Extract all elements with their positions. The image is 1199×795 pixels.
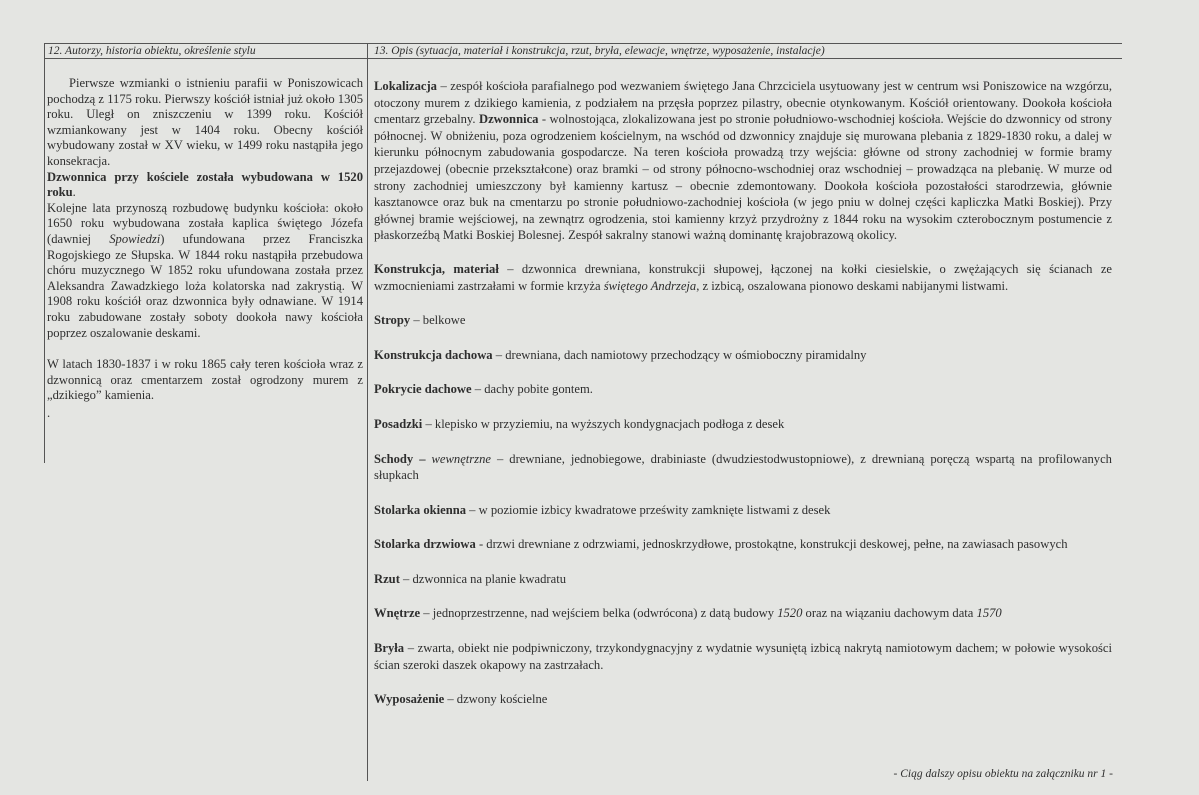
interior-text-a: – jednoprzestrzenne, nad wejściem belka (odwrócona) z datą budowy — [420, 606, 778, 621]
bell-tower-date-text: Dzwonnica przy kościele została wybudowana w 1520 roku — [47, 169, 363, 200]
section-roof-structure — [374, 347, 1112, 364]
top-border — [44, 43, 1122, 44]
section-doors — [374, 536, 1112, 553]
header-separator — [44, 58, 1122, 59]
doors-label: Stolarka drzwiowa — [374, 537, 476, 552]
interior-date-1570: 1570 — [976, 606, 1002, 621]
section-windows — [374, 502, 1112, 519]
left-border — [44, 43, 45, 463]
stairs-text: – drewniane, jednobiegowe, drabiniaste (dwudziestodwustopniowe), z drewnianą poręczą wspartą na profilowanych słupkach — [374, 451, 1112, 483]
bell-tower-label: Dzwonnica — [478, 112, 539, 127]
section-ceilings — [374, 312, 1112, 329]
windows-label: Stolarka okienna — [374, 502, 467, 517]
construction-text-b: , z izbicą, oszalowana pionowo deskami nabijanymi listwami. — [696, 278, 1009, 293]
equipment-label: Wyposażenie — [374, 692, 445, 707]
stairs-label: Schody – — [374, 451, 426, 466]
plan-label: Rzut — [374, 571, 400, 586]
roofing-label: Pokrycie dachowe — [374, 382, 472, 397]
section-construction — [374, 261, 1112, 294]
body-label: Bryła — [374, 641, 405, 656]
construction-text-a: – dzwonnica drewniana, konstrukcji słupowej, łączonej na kołki ciesielskie, o zwężających się ścianach ze wzmocnieniami zastrzałami w formie krzyża — [374, 261, 1113, 293]
interior-label: Wnętrze — [374, 606, 421, 621]
ceilings-label: Stropy — [374, 313, 411, 328]
location-text-b: - wolnostojąca, zlokalizowana jest po stronie południowo-wschodniej kościoła. Wejście do dzwonnicy od strony północnej. W obniżeniu, poza ogrodzeniem kościelnym, na wschód od dzwonnicy znajduje się murowana plebania z 1829-1830 roku, a dalej w kierunku północnym zabudowania gospodarcze. Na teren kościoła prowadzą trzy wejścia: główne od strony zachodniej w formie bramy przejazdowej (obecnie przekształcone) oraz bramki – od strony północno-wschodniej oraz wschodniej – prowadząca na plebanię. W murze od strony zachodniej umieszczony był kamienny kartusz – obecnie zdemontowany. Dookoła kościoła pozostałości starodrzewia, głównie kasztanowce oraz buk na cmentarzu po stronie południowo-zachodniej kościoła (w jego pniu w dolnej części kapliczka Matki Boskiej). Przy głównej bramie wejściowej, na zewnątrz ogrodzenia, stoi kamienny krzyż przydrożny z 1844 roku na wysokim czterobocznym postumencie z płaskorzeźbą Matki Boskiej Bolesnej. Zespół sakralny stanowi ważną dominantę krajobrazową okolicy. — [374, 112, 1112, 243]
left-column-header: 12. Autorzy, historia obiektu, określenie stylu — [48, 45, 256, 57]
history-bell-tower-note — [47, 170, 363, 201]
section-location — [374, 78, 1112, 244]
windows-text: – w poziomie izbicy kwadratowe prześwity zamknięte listwami z desek — [466, 502, 831, 517]
doors-text: - drzwi drewniane z odrzwiami, jednoskrzydłowe, prostokątne, konstrukcji deskowej, pełne, na zawiasach pasowych — [475, 537, 1068, 552]
section-plan — [374, 571, 1112, 588]
construction-italic: świętego Andrzeja — [603, 278, 697, 293]
interior-text-b: oraz na wiązaniu dachowym data — [802, 606, 977, 621]
body-text: – zwarta, obiekt nie podpiwniczony, trzykondygnacyjny z wydatnie wysuniętą izbicą nakrytą namiotowym dachem; w połowie wysokości ścian szeroki daszek okapowy na zastrzałach. — [374, 641, 1112, 672]
plan-text: – dzwonnica na planie kwadratu — [399, 571, 566, 586]
interior-date-1520: 1520 — [777, 606, 803, 621]
history-paragraph-3 — [47, 201, 363, 341]
history-column — [47, 76, 363, 421]
right-column-header: 13. Opis (sytuacja, materiał i konstrukcja, rzut, bryła, elewacje, wnętrze, wyposażenie, instalacje) — [374, 45, 825, 57]
history-p3-italic: Spowiedzi — [109, 231, 161, 246]
description-column — [374, 78, 1112, 708]
history-p3-a: Kolejne lata przynoszą rozbudowę budynku kościoła: około 1650 roku wybudowana została kaplica świętego Józefa (dawniej — [47, 200, 363, 246]
section-body — [374, 640, 1112, 673]
bell-tower-date-dot: . — [72, 185, 76, 200]
location-label: Lokalizacja — [374, 79, 437, 93]
roofing-text: – dachy pobite gontem. — [471, 382, 593, 397]
roof-structure-label: Konstrukcja dachowa — [374, 347, 493, 362]
roof-structure-text: – drewniana, dach namiotowy przechodzący w ośmioboczny piramidalny — [492, 347, 867, 362]
column-divider — [367, 43, 368, 781]
stairs-italic: wewnętrzne — [425, 451, 491, 466]
floors-label: Posadzki — [374, 416, 423, 431]
history-paragraph-4: W latach 1830-1837 i w roku 1865 cały teren kościoła wraz z dzwonnicą oraz cmentarzem został ogrodzony murem z „dzikiego” kamienia. — [47, 357, 363, 403]
history-paragraph-1: Pierwsze wzmianki o istnieniu parafii w Poniszowicach pochodzą z 1175 roku. Pierwszy kościół istniał już około 1305 roku. Uległ on zniszczeniu w 1399 roku. Kościół wzmiankowany jest w 1404 roku. Obecny kościół wybudowany został w XV wieku, w 1499 roku nastąpiła jego konsekracja. — [47, 76, 363, 168]
section-floors — [374, 416, 1112, 433]
section-interior — [374, 605, 1112, 622]
location-text-a: – zespół kościoła parafialnego pod wezwaniem świętego Jana Chrzciciela usytuowany jest w centrum wsi Poniszowice na wzgórzu, otoczony murem z dzikiego kamienia, z podziałem na przęsła poprzez pilastry, obecnie otynkowanym. Kościół orientowany. Dookoła kościoła cmentarz grzebalny. — [374, 79, 1112, 127]
history-paragraph-5: . — [47, 405, 51, 420]
floors-text: – klepisko w przyziemiu, na wyższych kondygnacjach podłoga z desek — [422, 416, 785, 431]
section-stairs — [374, 451, 1112, 484]
continuation-note: - Ciąg dalszy opisu obiektu na załączniku nr 1 - — [893, 768, 1113, 780]
construction-label: Konstrukcja, materiał — [374, 261, 499, 276]
ceilings-text: – belkowe — [410, 313, 466, 328]
history-p3-b: ) ufundowana przez Franciszka Rogojskiego ze Słupska. W 1844 roku nastąpiła przebudowa chóru muzycznego W 1852 roku ufundowana została przez Aleksandra Zawadzkiego loża kolatorska nad zakrystią. W 1908 roku kościół oraz dzwonnica były odnawiane. W 1914 roku zabudowane zostały soboty dookoła nawy kościoła poprzez oszalowanie deskami. — [47, 231, 363, 340]
section-roofing — [374, 381, 1112, 398]
equipment-text: – dzwony kościelne — [444, 692, 548, 707]
section-equipment — [374, 691, 1112, 708]
